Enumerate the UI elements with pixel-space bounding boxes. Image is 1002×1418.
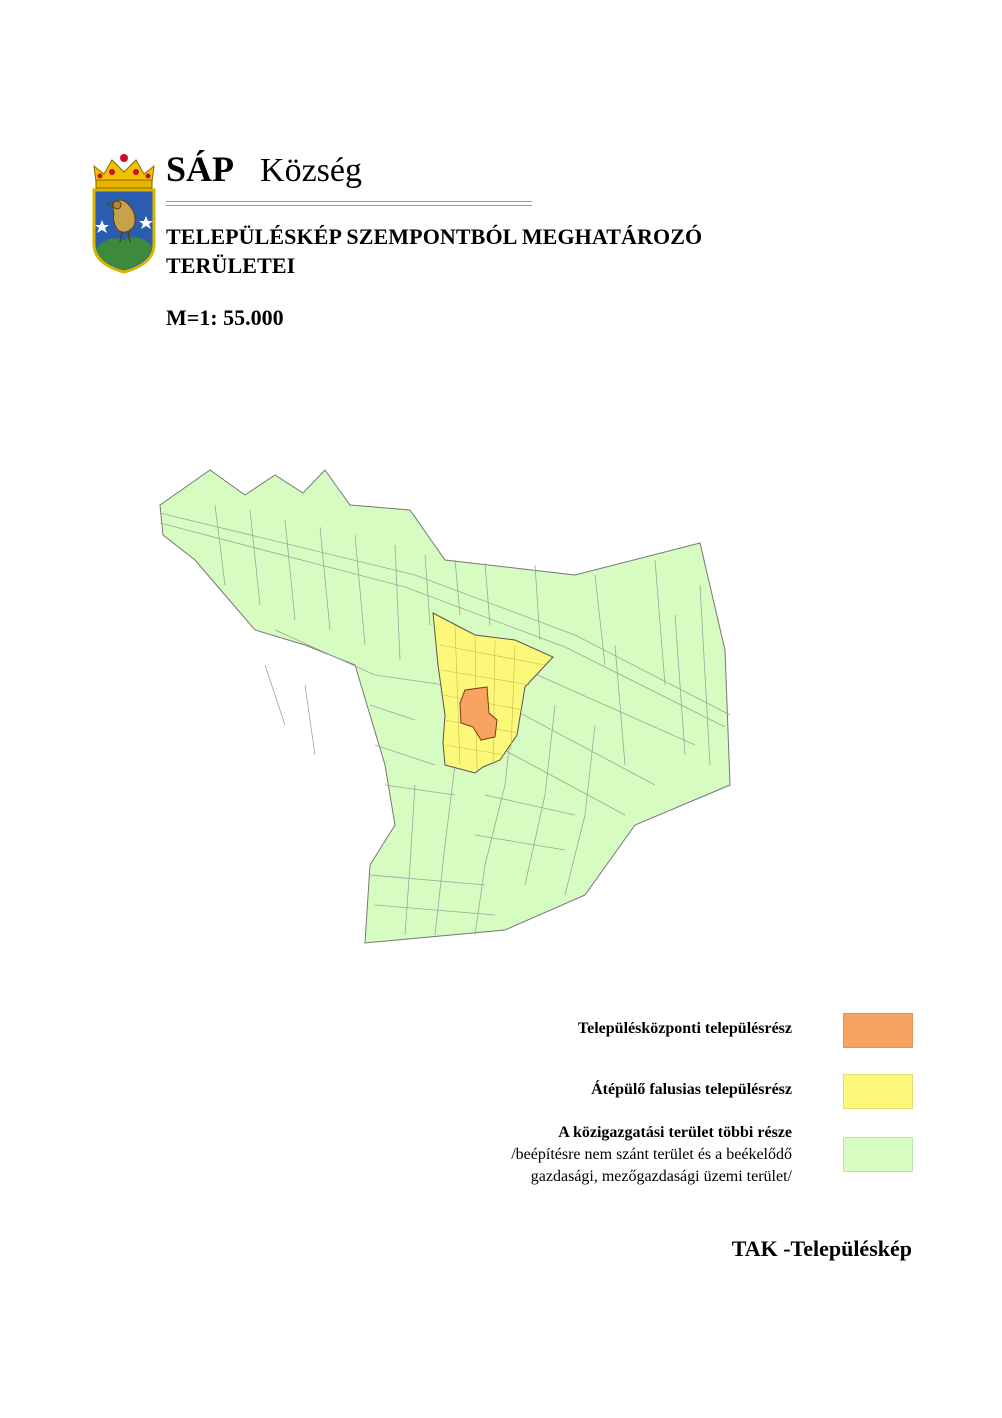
legend-rest-text: A közigazgatási terület többi része [558, 1124, 792, 1141]
legend-rest-note-2: gazdasági, mezőgazdasági üzemi terület/ [530, 1168, 792, 1185]
subtitle-line-1: TELEPÜLÉSKÉP SZEMPONTBÓL MEGHATÁROZÓ [166, 224, 703, 249]
legend-swatch-village [843, 1074, 913, 1109]
map-scale: M=1: 55.000 [166, 305, 284, 330]
legend-village-text: Átépülő falusias településrész [591, 1081, 792, 1098]
legend-label-rest [511, 1122, 792, 1188]
legend-swatch-center [843, 1013, 913, 1048]
legend-center-text: Településközponti településrész [577, 1020, 792, 1037]
municipality-map [155, 465, 735, 945]
municipality-kind: Község [260, 152, 362, 189]
subtitle-line-2: TERÜLETEI [166, 253, 296, 278]
municipality-name: SÁP [166, 149, 235, 189]
footer-label: TAK -Településkép [731, 1236, 912, 1261]
legend-label-center [578, 1018, 792, 1040]
page-title [166, 148, 362, 190]
coat-of-arms-icon [90, 152, 158, 274]
legend-rest-note-1: /beépítésre nem szánt terület és a beékelődő [511, 1146, 792, 1163]
map-subtitle [166, 222, 826, 280]
title-divider [166, 201, 532, 206]
legend-swatch-rest [843, 1137, 913, 1172]
crown-icon [94, 154, 154, 188]
legend-label-village [591, 1079, 792, 1101]
